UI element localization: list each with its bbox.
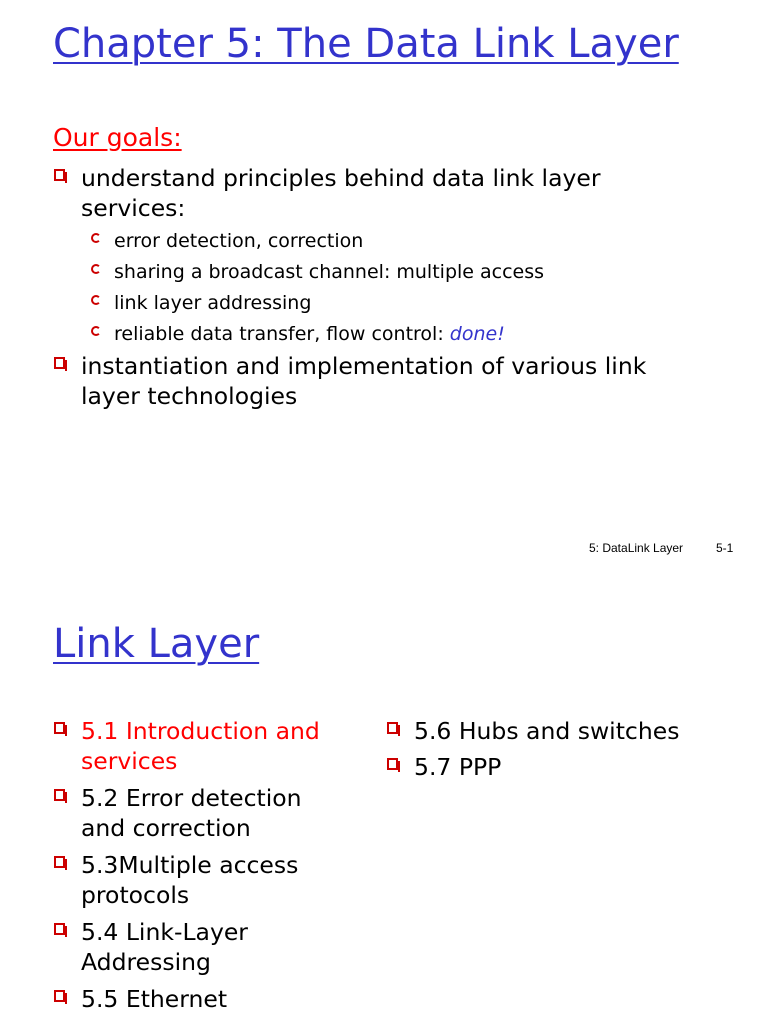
outline-item <box>386 752 746 782</box>
circle-bullet-icon <box>91 233 101 243</box>
sub-bullet-text: link layer addressing <box>114 292 312 314</box>
bullet-text: instantiation and implementation of various link layer technologies <box>81 352 647 410</box>
footer-chapter: 5: DataLink Layer <box>589 541 684 555</box>
outline-left-column <box>53 716 353 1021</box>
outline-item-text: 5.1 Introduction and services <box>81 717 320 775</box>
outline-item-text: 5.7 PPP <box>414 753 502 781</box>
slide-title: Chapter 5: The Data Link Layer <box>53 21 679 67</box>
circle-bullet-icon <box>91 264 101 274</box>
outline-item-text: 5.4 Link-Layer Addressing <box>81 918 248 976</box>
outline-item-text: 5.3Multiple access protocols <box>81 851 299 909</box>
outline-item <box>53 917 353 977</box>
slide-2 <box>0 578 768 1024</box>
sub-list-container <box>53 226 703 350</box>
sub-bullet-text: reliable data transfer, flow control: <box>114 323 450 345</box>
sub-list-item <box>90 288 703 319</box>
outline-item-text: 5.2 Error detection and correction <box>81 784 302 842</box>
square-bullet-icon <box>54 169 65 181</box>
outline-item <box>53 850 353 910</box>
square-bullet-icon <box>387 758 398 770</box>
goals-heading: Our goals: <box>53 123 182 152</box>
circle-bullet-icon <box>91 295 101 305</box>
list-item <box>53 163 703 223</box>
sub-bullet-text: sharing a broadcast channel: multiple access <box>114 261 545 283</box>
square-bullet-icon <box>54 357 65 369</box>
outline-item <box>53 783 353 843</box>
square-bullet-icon <box>54 789 65 801</box>
square-bullet-icon <box>54 856 65 868</box>
sub-list-item <box>90 257 703 288</box>
circle-bullet-icon <box>91 326 101 336</box>
sub-list-item <box>90 319 703 350</box>
outline-item-text: 5.6 Hubs and switches <box>414 717 680 745</box>
outline-item-current <box>53 716 353 776</box>
square-bullet-icon <box>54 722 65 734</box>
square-bullet-icon <box>54 923 65 935</box>
sub-list-item <box>90 226 703 257</box>
done-text: done! <box>449 323 505 345</box>
goals-list <box>53 163 703 411</box>
square-bullet-icon <box>54 990 65 1002</box>
footer-page-number: 5-1 <box>716 541 734 555</box>
outline-item-text: 5.5 Ethernet <box>81 985 228 1013</box>
outline-item <box>53 984 353 1014</box>
list-item <box>53 351 703 411</box>
outline-item <box>386 716 746 746</box>
sub-list <box>90 226 703 350</box>
outline-right-column <box>386 716 746 788</box>
square-bullet-icon <box>387 722 398 734</box>
bullet-text: understand principles behind data link layer services: <box>81 164 601 222</box>
sub-bullet-text: error detection, correction <box>114 230 364 252</box>
slide-title: Link Layer <box>53 621 260 667</box>
